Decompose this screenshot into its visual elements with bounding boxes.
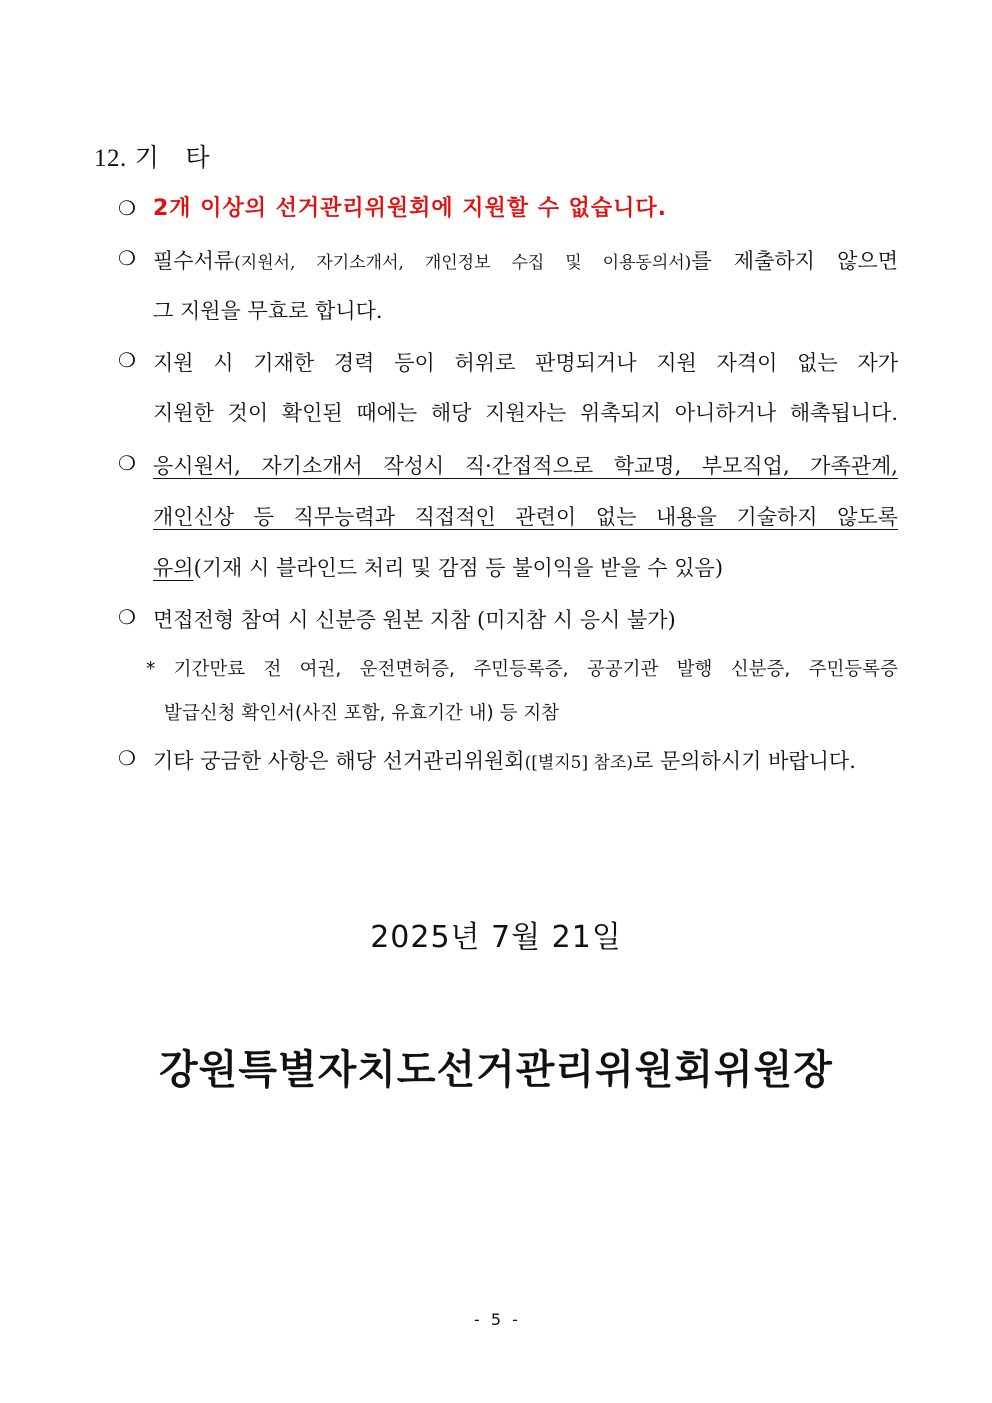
note-line: * 기간만료 전 여권, 운전면허증, 주민등록증, 공공기관 발행 신분증, 주민등록증 bbox=[146, 659, 898, 680]
circle-bullet-icon: ❍ bbox=[118, 746, 136, 770]
circle-bullet-icon: ❍ bbox=[118, 196, 136, 220]
item-line: 응시원서, 자기소개서 작성시 직·간접적으로 학교명, 부모직업, 가족관계, bbox=[153, 454, 898, 478]
document-date: 2025년 7월 21일 bbox=[370, 920, 622, 955]
section-number: 12. bbox=[94, 145, 127, 172]
section-title-word-1: 기 bbox=[134, 143, 160, 172]
item-line: 필수서류(지원서, 자기소개서, 개인정보 수집 및 이용동의서)를 제출하지 않으면 bbox=[153, 249, 898, 273]
item-line: 유의(기재 시 블라인드 처리 및 감점 등 불이익을 받을 수 있음) bbox=[153, 556, 724, 580]
circle-bullet-icon: ❍ bbox=[118, 605, 136, 629]
warning-text: 2개 이상의 선거관리위원회에 지원할 수 없습니다. bbox=[153, 196, 668, 221]
signer-title: 강원특별자치도선거관리위원회위원장 bbox=[159, 1046, 833, 1093]
item-line: 면접전형 참여 시 신분증 원본 지참 (미지참 시 응시 불가) bbox=[153, 608, 676, 632]
page-number: - 5 - bbox=[474, 1310, 518, 1329]
item-line: 지원한 것이 확인된 때에는 해당 지원자는 위촉되지 아니하거나 해촉됩니다. bbox=[153, 401, 898, 425]
circle-bullet-icon: ❍ bbox=[118, 348, 136, 372]
item-line: 그 지원을 무효로 합니다. bbox=[153, 299, 383, 323]
circle-bullet-icon: ❍ bbox=[118, 451, 136, 475]
note-line: 발급신청 확인서(사진 포함, 유효기간 내) 등 지참 bbox=[164, 703, 560, 724]
item-line: 기타 궁금한 사항은 해당 선거관리위원회([별지5] 참조)로 문의하시기 바랍니다. bbox=[153, 749, 856, 773]
circle-bullet-icon: ❍ bbox=[118, 246, 136, 270]
item-line: 개인신상 등 직무능력과 직접적인 관련이 없는 내용을 기술하지 않도록 bbox=[153, 505, 898, 529]
item-line: 지원 시 기재한 경력 등이 허위로 판명되거나 지원 자격이 없는 자가 bbox=[153, 351, 898, 375]
item-text bbox=[153, 193, 898, 224]
section-title bbox=[94, 138, 210, 174]
section-title-word-2: 타 bbox=[185, 143, 211, 172]
